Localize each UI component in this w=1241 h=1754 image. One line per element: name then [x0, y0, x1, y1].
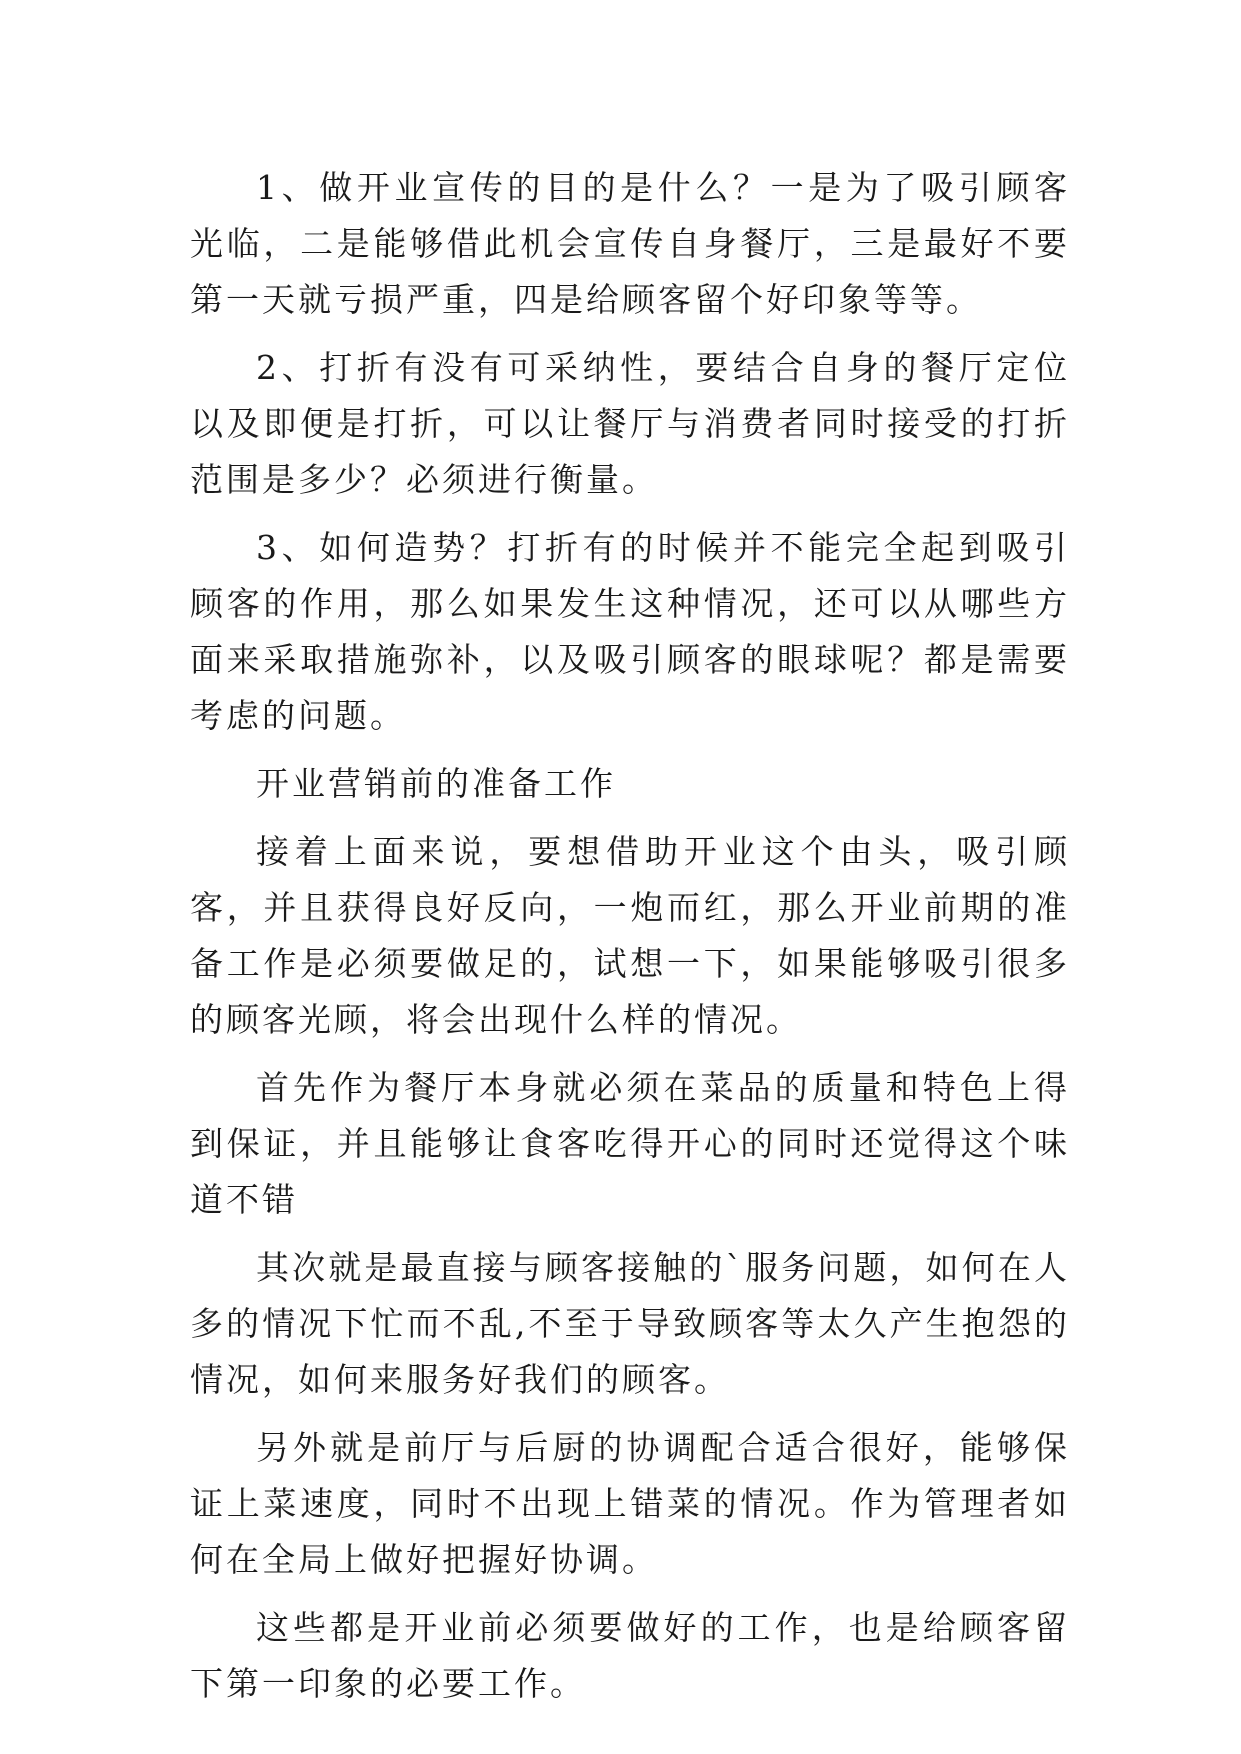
document-body	[190, 160, 1070, 1724]
paragraph-purpose: 1、做开业宣传的目的是什么？一是为了吸引顾客光临，二是能够借此机会宣传自身餐厅，三是最好不要第一天就亏损严重，四是给顾客留个好印象等等。	[190, 168, 1070, 319]
paragraph-service: 其次就是最直接与顾客接触的`服务问题，如何在人多的情况下忙而不乱,不至于导致顾客等太久产生抱怨的情况，如何来服务好我们的顾客。	[190, 1248, 1070, 1399]
section-heading: 开业营销前的准备工作	[256, 764, 616, 803]
paragraph-discount: 2、打折有没有可采纳性，要结合自身的餐厅定位以及即便是打折，可以让餐厅与消费者同时接受的打折范围是多少？必须进行衡量。	[190, 348, 1070, 499]
paragraph-preparation: 接着上面来说，要想借助开业这个由头，吸引顾客，并且获得良好反向，一炮而红，那么开业前期的准备工作是必须要做足的，试想一下，如果能够吸引很多的顾客光顾，将会出现什么样的情况。	[190, 832, 1070, 1039]
paragraph-coordination: 另外就是前厅与后厨的协调配合适合很好，能够保证上菜速度，同时不出现上错菜的情况。作为管理者如何在全局上做好把握好协调。	[190, 1428, 1070, 1579]
paragraph-conclusion: 这些都是开业前必须要做好的工作，也是给顾客留下第一印象的必要工作。	[190, 1608, 1070, 1703]
paragraph-momentum: 3、如何造势？打折有的时候并不能完全起到吸引顾客的作用，那么如果发生这种情况，还可以从哪些方面来采取措施弥补，以及吸引顾客的眼球呢？都是需要考虑的问题。	[190, 528, 1070, 735]
paragraph-dish-quality: 首先作为餐厅本身就必须在菜品的质量和特色上得到保证，并且能够让食客吃得开心的同时还觉得这个味道不错	[190, 1068, 1070, 1219]
